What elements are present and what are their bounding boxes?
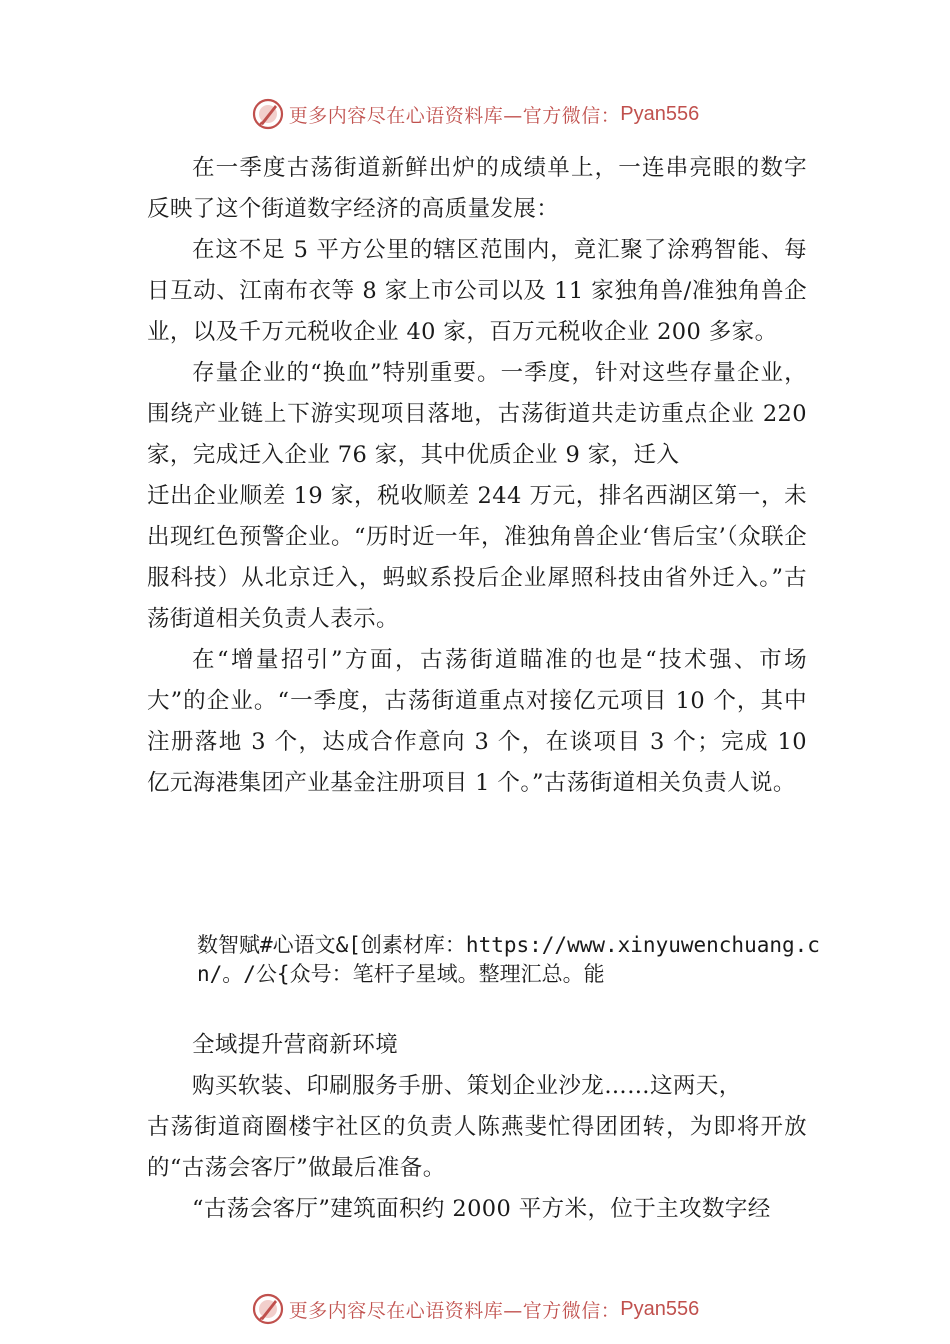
quill-logo-icon <box>251 97 285 131</box>
banner-handle: Pyan556 <box>620 1297 700 1320</box>
banner-text: 更多内容尽在心语资料库—官方微信： <box>288 104 621 127</box>
source-note: 数智赋#心语文&[创素材库：https://www.xinyuwenchuang.cn/。/公{众号：笔杆子星域。整理汇总。能 <box>197 933 820 986</box>
footer-banner <box>0 1289 950 1329</box>
banner-handle: Pyan556 <box>620 102 700 125</box>
paragraph-6: 购买软装、印刷服务手册、策划企业沙龙……这两天， <box>192 1073 742 1099</box>
document-body-lower <box>147 1025 807 1230</box>
paragraph-1: 在一季度古荡街道新鲜出炉的成绩单上，一连串亮眼的数字反映了这个街道数字经济的高质量发展： <box>147 155 807 222</box>
section-heading: 全域提升营商新环境 <box>192 1032 399 1058</box>
header-banner <box>0 94 950 134</box>
paragraph-3: 存量企业的“换血”特别重要。一季度，针对这些存量企业，围绕产业链上下游实现项目落地，古荡街道共走访重点企业 220 家，完成迁入企业 76 家，其中优质企业 9 家，迁入 <box>147 360 807 468</box>
document-body <box>147 148 807 804</box>
paragraph-2: 在这不足 5 平方公里的辖区范围内，竟汇聚了涂鸦智能、每日互动、江南布衣等 8 家上市公司以及 11 家独角兽/准独角兽企业，以及千万元税收企业 40 家，百万元税收企业 200 多家。 <box>147 237 807 345</box>
paragraph-5: 在“增量招引”方面，古荡街道瞄准的也是“技术强、市场大”的企业。“一季度，古荡街道重点对接亿元项目 10 个，其中注册落地 3 个，达成合作意向 3 个，在谈项目 3 个；完成 10 亿元海港集团产业基金注册项目 1 个。”古荡街道相关负责人说。 <box>147 647 807 796</box>
paragraph-4: 迁出企业顺差 19 家，税收顺差 244 万元，排名西湖区第一，未出现红色预警企业。“历时近一年，准独角兽企业‘售后宝’（众联企服科技）从北京迁入，蚂蚁系投后企业犀照科技由省外迁入。”古荡街道相关负责人表示。 <box>147 483 807 632</box>
banner-text: 更多内容尽在心语资料库—官方微信： <box>288 1299 621 1322</box>
paragraph-7: 古荡街道商圈楼宇社区的负责人陈燕斐忙得团团转，为即将开放的“古荡会客厅”做最后准备。 <box>147 1114 807 1181</box>
quill-logo-icon <box>251 1292 285 1326</box>
paragraph-8: “古荡会客厅”建筑面积约 2000 平方米，位于主攻数字经 <box>192 1196 771 1222</box>
